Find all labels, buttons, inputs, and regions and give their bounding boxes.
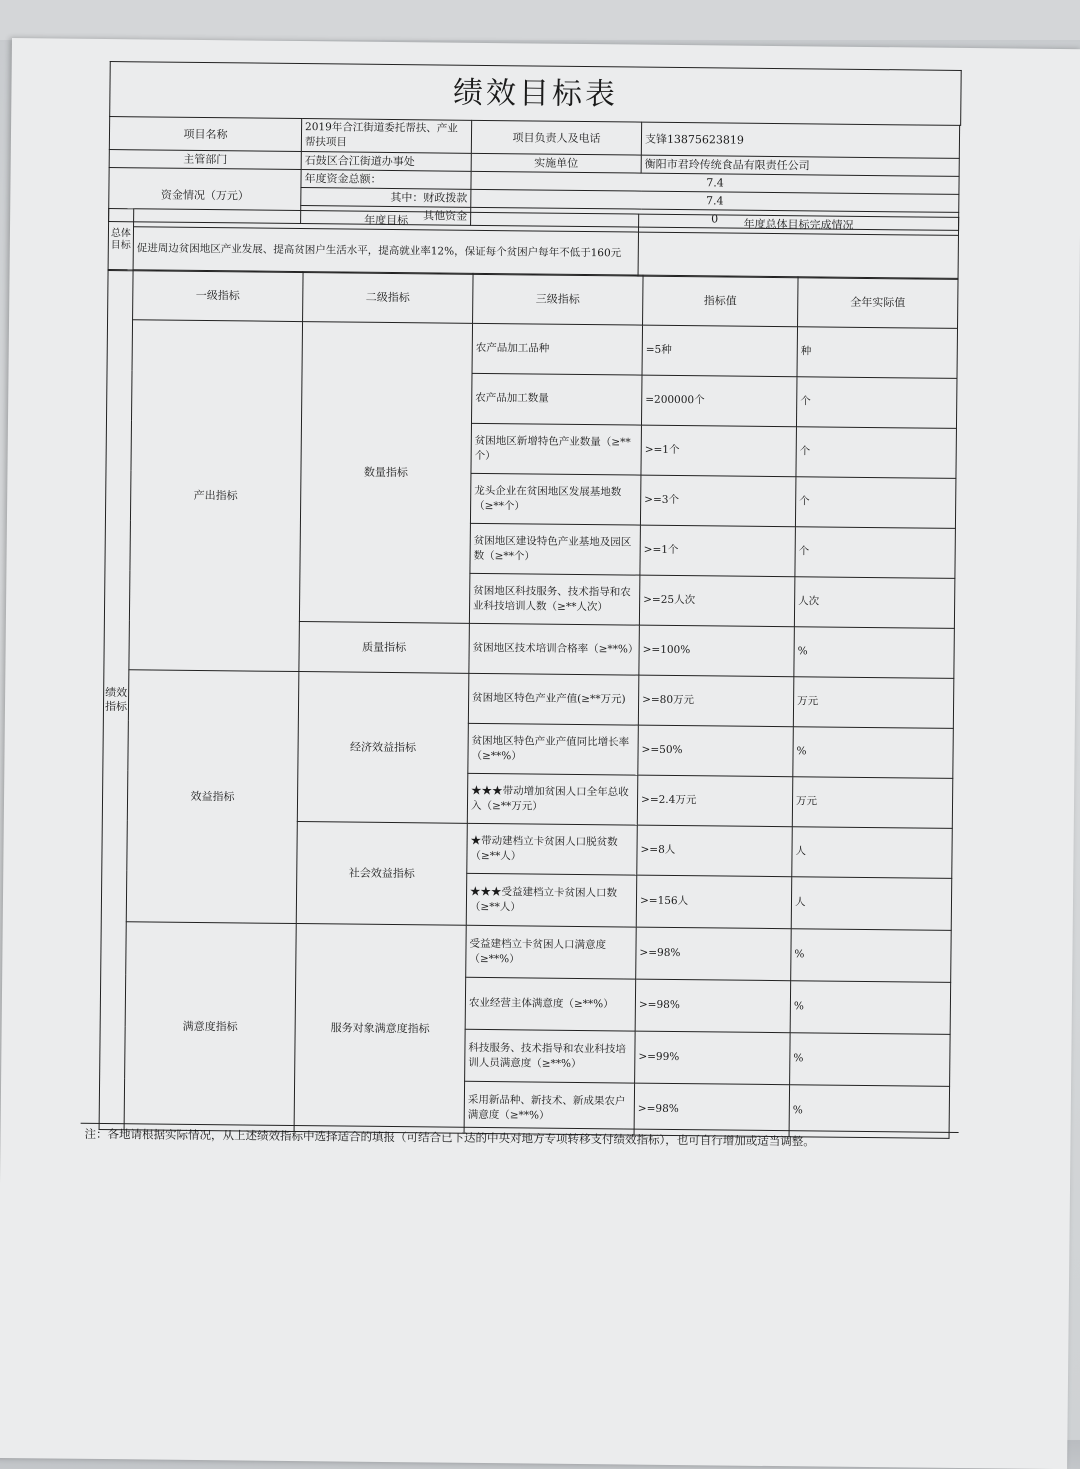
annual-goal-header: 年度目标	[134, 209, 639, 232]
header-level2: 二级指标	[303, 272, 474, 324]
indicator-name: 贫困地区建设特色产业基地及园区数（≥**个）	[470, 523, 641, 575]
indicator-actual: 个	[795, 477, 956, 529]
indicator-name: ★带动建档立卡贫困人口脱贫数（≥**人）	[467, 823, 638, 875]
indicator-value: >=100%	[639, 625, 795, 677]
indicator-actual: 个	[796, 377, 957, 429]
indicator-actual: %	[791, 929, 952, 983]
header-actual: 全年实际值	[798, 277, 959, 329]
header-level1: 一级指标	[133, 270, 304, 322]
manager-value: 支锋13875623819	[641, 122, 959, 158]
indicator-name: ★★★带动增加贫困人口全年总收入（≥**万元）	[467, 773, 638, 825]
indicator-actual: %	[794, 627, 955, 679]
header-value: 指标值	[643, 275, 799, 327]
project-name-value: 2019年合江街道委托帮扶、产业帮扶项目	[301, 119, 471, 154]
indicator-name: 贫困地区新增特色产业数量（≥**个）	[471, 423, 642, 475]
fiscal-value: 7.4	[471, 189, 959, 212]
performance-form	[84, 61, 962, 1149]
level2-economic: 经济效益指标	[297, 672, 469, 824]
background-paper-edge	[0, 0, 1080, 40]
indicators-side-label: 绩效指标	[99, 270, 133, 1130]
indicator-value: >=156人	[636, 875, 792, 929]
indicator-name: 贫困地区技术培训合格率（≥**%）	[469, 623, 640, 675]
level2-quantity: 数量指标	[299, 322, 472, 624]
fiscal-label: 其中：财政拨款	[301, 188, 471, 208]
indicator-name: 贫困地区科技服务、技术指导和农业科技培训人数（≥**人次）	[469, 573, 640, 625]
indicator-actual: 人次	[794, 577, 955, 629]
indicator-name: 农产品加工数量	[471, 373, 642, 425]
completion-value	[638, 232, 958, 279]
manager-label: 项目负责人及电话	[471, 120, 641, 155]
level1-output: 产出指标	[129, 320, 303, 672]
indicator-name: 龙头企业在贫困地区发展基地数（≥**个）	[470, 473, 641, 525]
indicator-value: >=1个	[641, 425, 797, 477]
indicator-name: 农业经营主体满意度（≥**%）	[465, 977, 636, 1031]
indicators-table	[99, 269, 959, 1139]
impl-value: 衡阳市君玲传统食品有限责任公司	[641, 155, 959, 176]
indicator-actual: %	[790, 1033, 951, 1087]
page-title: 绩效目标表	[109, 61, 962, 126]
level1-benefit: 效益指标	[126, 670, 299, 924]
indicator-name: 农产品加工品种	[472, 323, 643, 375]
indicator-actual: 万元	[793, 677, 954, 729]
indicator-name: ★★★受益建档立卡贫困人口数（≥**人）	[466, 873, 637, 927]
indicator-value: >=98%	[634, 1083, 790, 1137]
other-value: 0	[471, 207, 959, 230]
indicator-name: 采用新品种、新技术、新成果农户满意度（≥**%）	[464, 1081, 635, 1135]
indicator-value: >=25人次	[639, 575, 795, 627]
total-label: 年度资金总额：	[301, 170, 471, 190]
indicator-actual: 个	[795, 527, 956, 579]
indicator-actual: 人	[791, 877, 952, 931]
indicator-actual: %	[790, 981, 951, 1035]
indicator-actual: %	[793, 727, 954, 779]
level2-quality: 质量指标	[299, 622, 470, 674]
indicator-actual: 人	[792, 827, 953, 879]
indicator-value: >=1个	[640, 525, 796, 577]
indicator-value: >=80万元	[638, 675, 794, 727]
impl-label: 实施单位	[471, 153, 641, 173]
indicator-value: =200000个	[641, 375, 797, 427]
indicator-actual: 万元	[792, 777, 953, 829]
indicator-value: >=98%	[636, 927, 792, 981]
document-page	[0, 38, 1080, 1469]
footnote: 注：各地请根据实际情况，从上述绩效指标中选择适合的填报（可结合已下达的中央对地方专项转移支付绩效指标），也可自行增加或适当调整。	[80, 1123, 958, 1153]
fund-label: 资金情况（万元）	[109, 168, 302, 224]
header-level3: 三级指标	[473, 273, 644, 325]
total-value: 7.4	[471, 171, 959, 194]
completion-header: 年度总体目标完成情况	[639, 214, 959, 235]
indicator-actual: 种	[797, 327, 958, 379]
indicator-actual: 个	[796, 427, 957, 479]
other-label: 其他资金	[301, 206, 471, 226]
indicator-value: >=8人	[637, 825, 793, 877]
goal-side-label: 总体目标	[108, 209, 134, 271]
indicator-value: >=98%	[635, 979, 791, 1033]
indicator-value: =5种	[642, 325, 798, 377]
indicator-name: 贫困地区特色产业产值(≥**万元)	[468, 673, 639, 725]
annual-goal-text: 促进周边贫困地区产业发展、提高贫困户生活水平，提高就业率12%，保证每个贫困户每年不低于160元	[133, 227, 638, 276]
indicator-value: >=99%	[635, 1031, 791, 1085]
level1-satisfaction: 满意度指标	[124, 922, 296, 1132]
level2-social: 社会效益指标	[296, 822, 467, 926]
goal-table	[108, 208, 960, 280]
indicator-name: 受益建档立卡贫困人口满意度（≥**%）	[466, 925, 637, 979]
indicator-name: 贫困地区特色产业产值同比增长率（≥**%）	[468, 723, 639, 775]
project-name-label: 项目名称	[109, 117, 301, 152]
dept-label: 主管部门	[109, 150, 301, 170]
level2-service-satisfaction: 服务对象满意度指标	[294, 924, 466, 1134]
indicator-actual: %	[789, 1085, 950, 1139]
dept-value: 石鼓区合江街道办事处	[301, 152, 471, 172]
indicator-name: 科技服务、技术指导和农业科技培训人员满意度（≥**%）	[465, 1029, 636, 1083]
indicator-value: >=50%	[638, 725, 794, 777]
indicator-value: >=2.4万元	[637, 775, 793, 827]
indicator-value: >=3个	[640, 475, 796, 527]
